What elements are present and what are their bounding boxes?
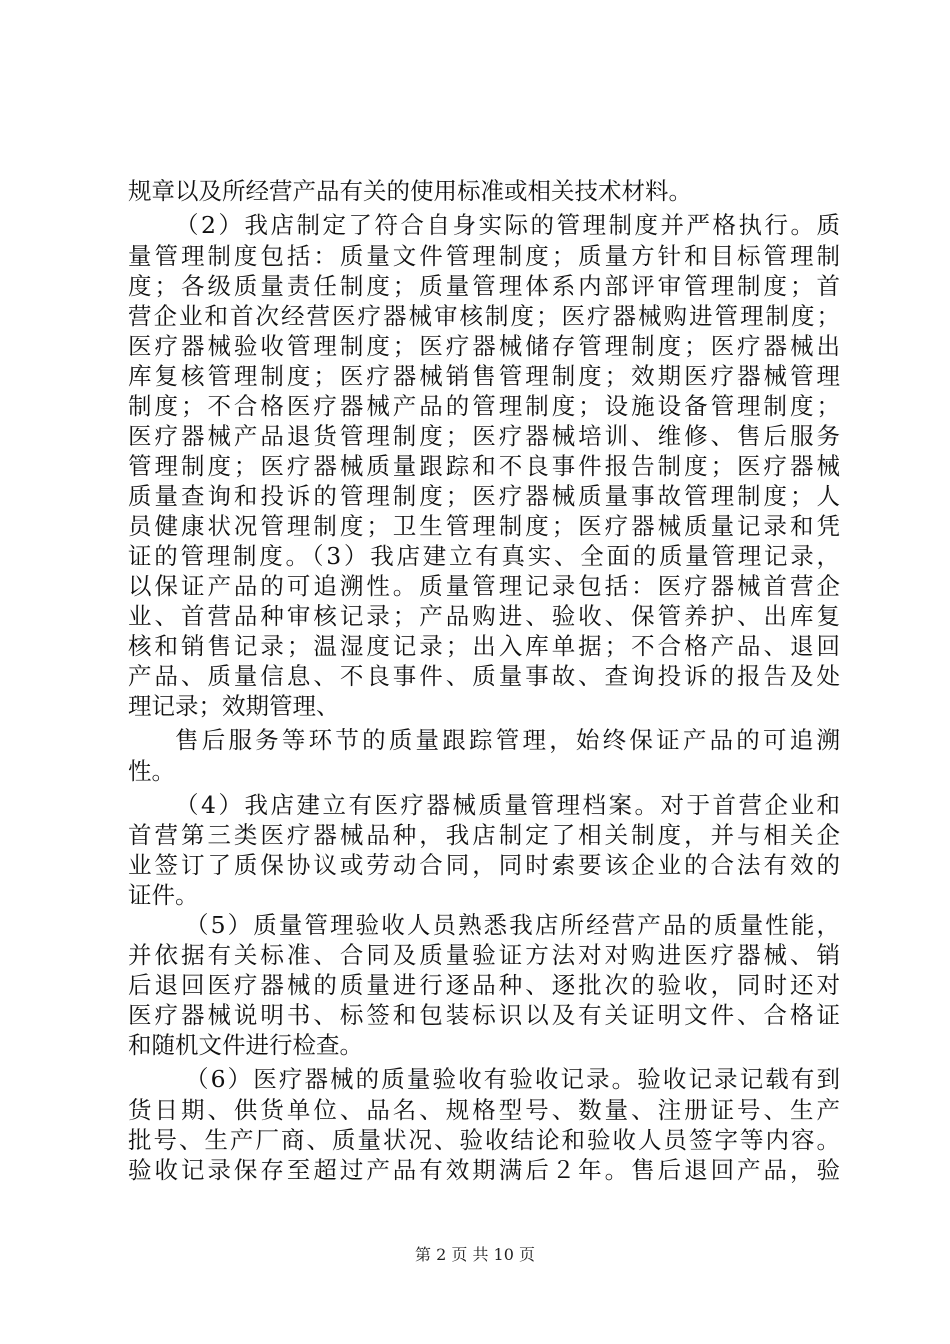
text-line: （2）我店制定了符合自身实际的管理制度并严格执行。质	[175, 211, 840, 239]
text-line: 货日期、供货单位、品名、规格型号、数量、注册证号、生产	[128, 1096, 840, 1124]
text-line: 员健康状况管理制度；卫生管理制度；医疗器械质量记录和凭	[128, 512, 840, 540]
text-line: 制度；不合格医疗器械产品的管理制度；设施设备管理制度；	[128, 392, 840, 420]
text-line: 证件。	[128, 881, 199, 909]
text-line: （5）质量管理验收人员熟悉我店所经营产品的质量性能，	[185, 911, 840, 939]
text-line: 并依据有关标准、合同及质量验证方法对对购进医疗器械、销	[128, 941, 840, 969]
text-line: 量管理制度包括：质量文件管理制度；质量方针和目标管理制	[128, 242, 840, 270]
text-line: 证的管理制度。（3）我店建立有真实、全面的质量管理记录，	[128, 542, 840, 570]
text-line: 产品、质量信息、不良事件、质量事故、查询投诉的报告及处	[128, 662, 840, 690]
text-line: 后退回医疗器械的质量进行逐品种、逐批次的验收，同时还对	[128, 971, 840, 999]
text-line: 医疗器械说明书、标签和包装标识以及有关证明文件、合格证	[128, 1001, 840, 1029]
text-line: 核和销售记录；温湿度记录；出入库单据；不合格产品、退回	[128, 632, 840, 660]
text-line: （4）我店建立有医疗器械质量管理档案。对于首营企业和	[175, 791, 840, 819]
text-line: 售后服务等环节的质量跟踪管理，始终保证产品的可追溯	[175, 726, 840, 754]
text-line: 批号、生产厂商、质量状况、验收结论和验收人员签字等内容。	[128, 1126, 840, 1154]
text-line: 和随机文件进行检查。	[128, 1031, 363, 1059]
text-line: 医疗器械验收管理制度；医疗器械储存管理制度；医疗器械出	[128, 332, 840, 360]
text-line: 业签订了质保协议或劳动合同，同时索要该企业的合法有效的	[128, 851, 840, 879]
text-line: 首营第三类医疗器械品种，我店制定了相关制度，并与相关企	[128, 821, 840, 849]
text-line: 质量查询和投诉的管理制度；医疗器械质量事故管理制度；人	[128, 482, 840, 510]
text-line: 库复核管理制度；医疗器械销售管理制度；效期医疗器械管理	[128, 362, 840, 390]
text-line: 性。	[128, 757, 175, 785]
text-line: （6）医疗器械的质量验收有验收记录。验收记录记载有到	[185, 1065, 840, 1093]
text-line: 度；各级质量责任制度；质量管理体系内部评审管理制度；首	[128, 272, 840, 300]
text-line: 规章以及所经营产品有关的使用标准或相关技术材料。	[128, 177, 692, 205]
text-line: 管理制度；医疗器械质量跟踪和不良事件报告制度；医疗器械	[128, 452, 840, 480]
page-number-footer: 第 2 页 共 10 页	[415, 1245, 535, 1264]
text-line: 理记录；效期管理、	[128, 692, 340, 720]
text-line: 业、首营品种审核记录；产品购进、验收、保管养护、出库复	[128, 602, 840, 630]
text-line: 以保证产品的可追溯性。质量管理记录包括：医疗器械首营企	[128, 572, 840, 600]
text-line: 营企业和首次经营医疗器械审核制度；医疗器械购进管理制度；	[128, 302, 840, 330]
text-line: 验收记录保存至超过产品有效期满后２年。售后退回产品，验	[128, 1156, 840, 1184]
text-line: 医疗器械产品退货管理制度；医疗器械培训、维修、售后服务	[128, 422, 840, 450]
